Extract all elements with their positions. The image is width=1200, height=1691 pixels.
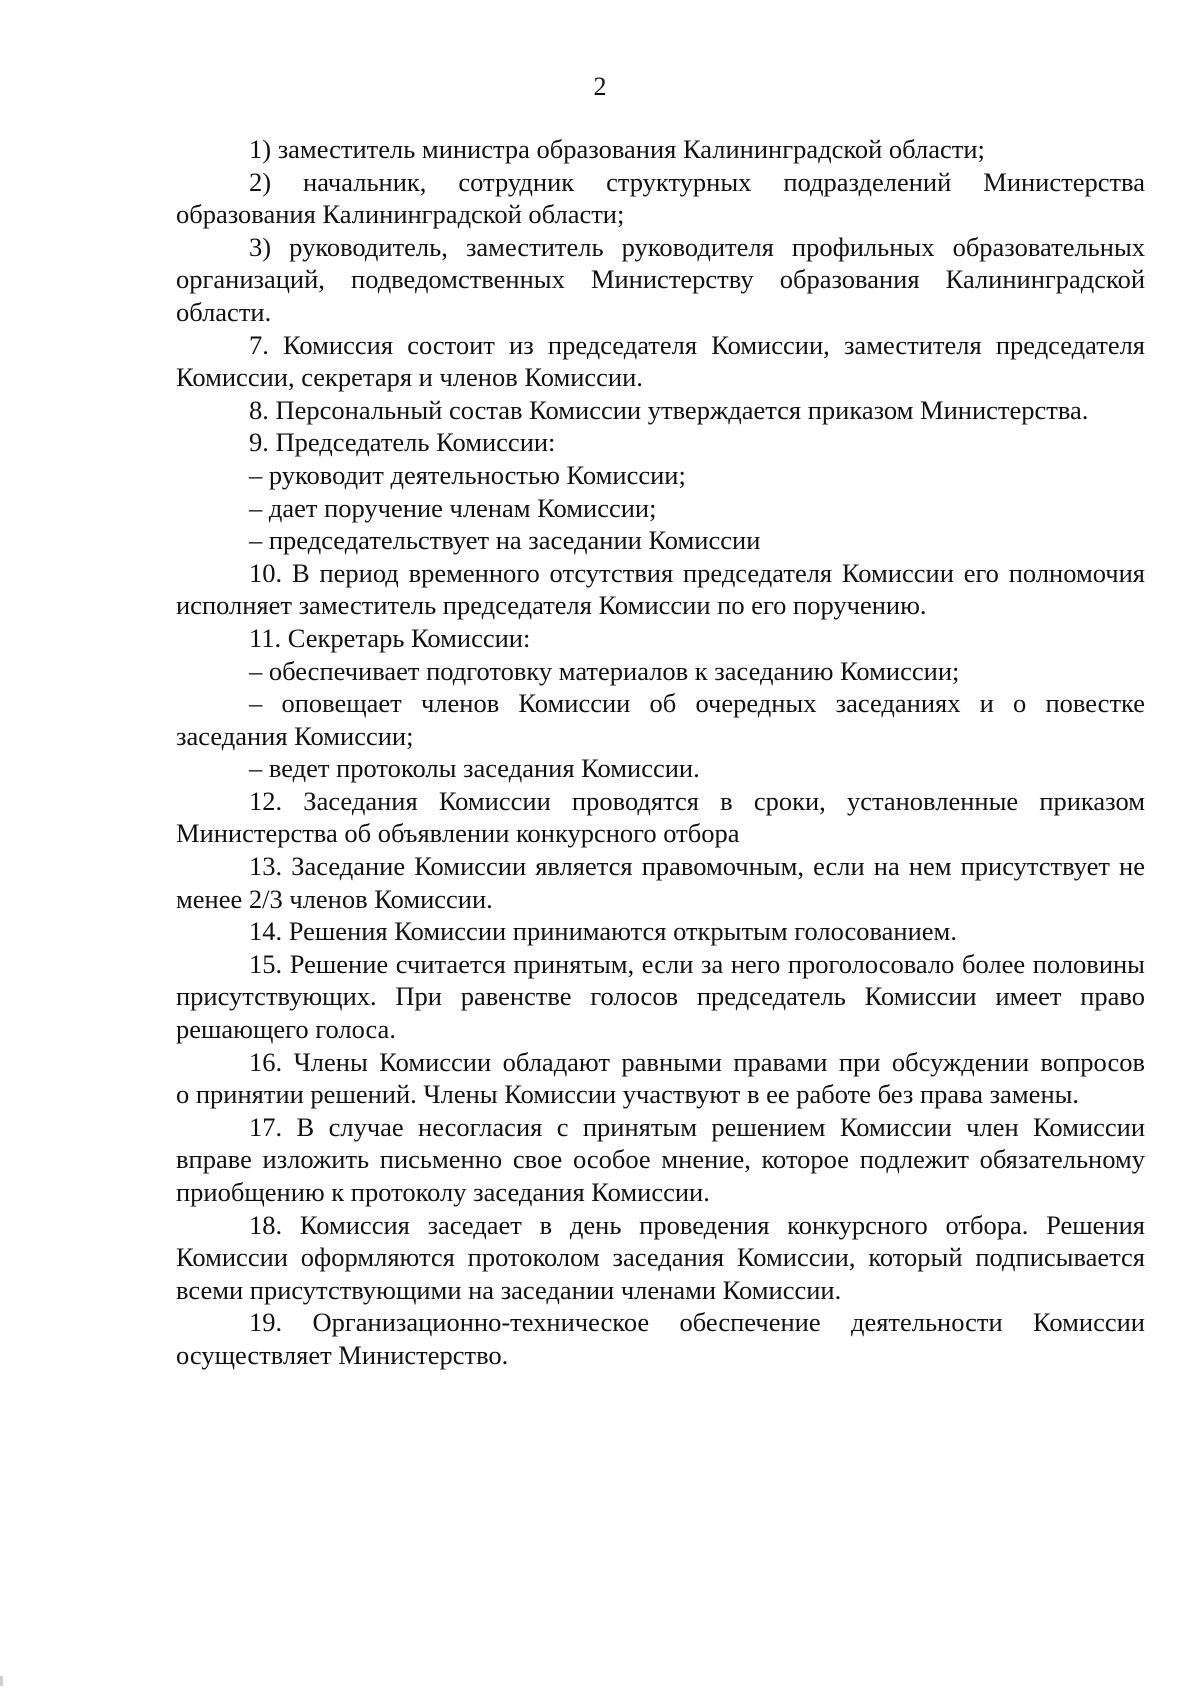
document-body [176,133,1145,1372]
paragraph-12: 12. Заседания Комиссии проводятся в сроки, установленные приказом Министерства об объявлении конкурсного отбора [176,785,1145,849]
page-number: 2 [593,72,607,101]
paragraph-16-continuation: о принятии решений. Члены Комиссии участвуют в ее работе без права замены. [176,1079,1080,1110]
paragraph-11-dash-3: – ведет протоколы заседания Комиссии. [249,753,700,784]
paragraph-11-dash-2: – оповещает членов Комиссии об очередных заседаниях и о повестке заседания Комиссии; [176,688,1145,751]
paragraph-9-dash-1: – руководит деятельностью Комиссии; [249,459,686,490]
scan-edge-mark [0,1676,3,1686]
paragraph-8: 8. Персональный состав Комиссии утверждается приказом Министерства. [249,394,1089,425]
paragraph-15: 15. Решение считается принятым, если за него проголосовало более половины присутствующих. При равенстве голосов председатель Комиссии имеет право решающего голоса. [176,948,1145,1045]
paragraph-11: 11. Секретарь Комиссии: [249,622,531,653]
paragraph-item-2: 2) начальник, сотрудник структурных подразделений Министерства образования Калининградской области; [176,166,1145,230]
paragraph-13: 13. Заседание Комиссии является правомочным, если на нем присутствует не менее 2/3 членов Комиссии. [176,851,1145,914]
paragraph-9: 9. Председатель Комиссии: [249,427,556,458]
paragraph-17: 17. В случае несогласия с принятым решением Комиссии член Комиссии вправе изложить письменно свое особое мнение, которое подлежит обязательному приобщению к протоколу заседания Комиссии. [176,1111,1145,1207]
paragraph-11-dash-1: – обеспечивает подготовку материалов к заседанию Комиссии; [249,655,960,686]
paragraph-9-dash-3: – председательствует на заседании Комиссии [249,525,761,556]
paragraph-14: 14. Решения Комиссии принимаются открытым голосованием. [249,916,957,947]
paragraph-18: 18. Комиссия заседает в день проведения конкурсного отбора. Решения Комиссии оформляются протоколом заседания Комиссии, который подписывается всеми присутствующими на заседании членами Комиссии. [176,1209,1145,1305]
paragraph-19: 19. Организационно-техническое обеспечение деятельности Комиссии осуществляет Министерство. [176,1307,1145,1370]
paragraph-10: 10. В период временного отсутствия председателя Комиссии его полномочия исполняет заместитель председателя Комиссии по его поручению. [176,557,1145,621]
paragraph-7: 7. Комиссия состоит из председателя Комиссии, заместителя председателя Комиссии, секретаря и членов Комиссии. [176,329,1145,393]
paragraph-16: 16. Члены Комиссии обладают равными правами при обсуждении вопросов [249,1046,1145,1077]
paragraph-item-1: 1) заместитель министра образования Калининградской области; [249,134,985,164]
paragraph-9-dash-2: – дает поручение членам Комиссии; [249,492,657,523]
paragraph-item-3: 3) руководитель, заместитель руководителя профильных образовательных организаций, подведомственных Министерству образования Калининградской области. [176,231,1145,327]
